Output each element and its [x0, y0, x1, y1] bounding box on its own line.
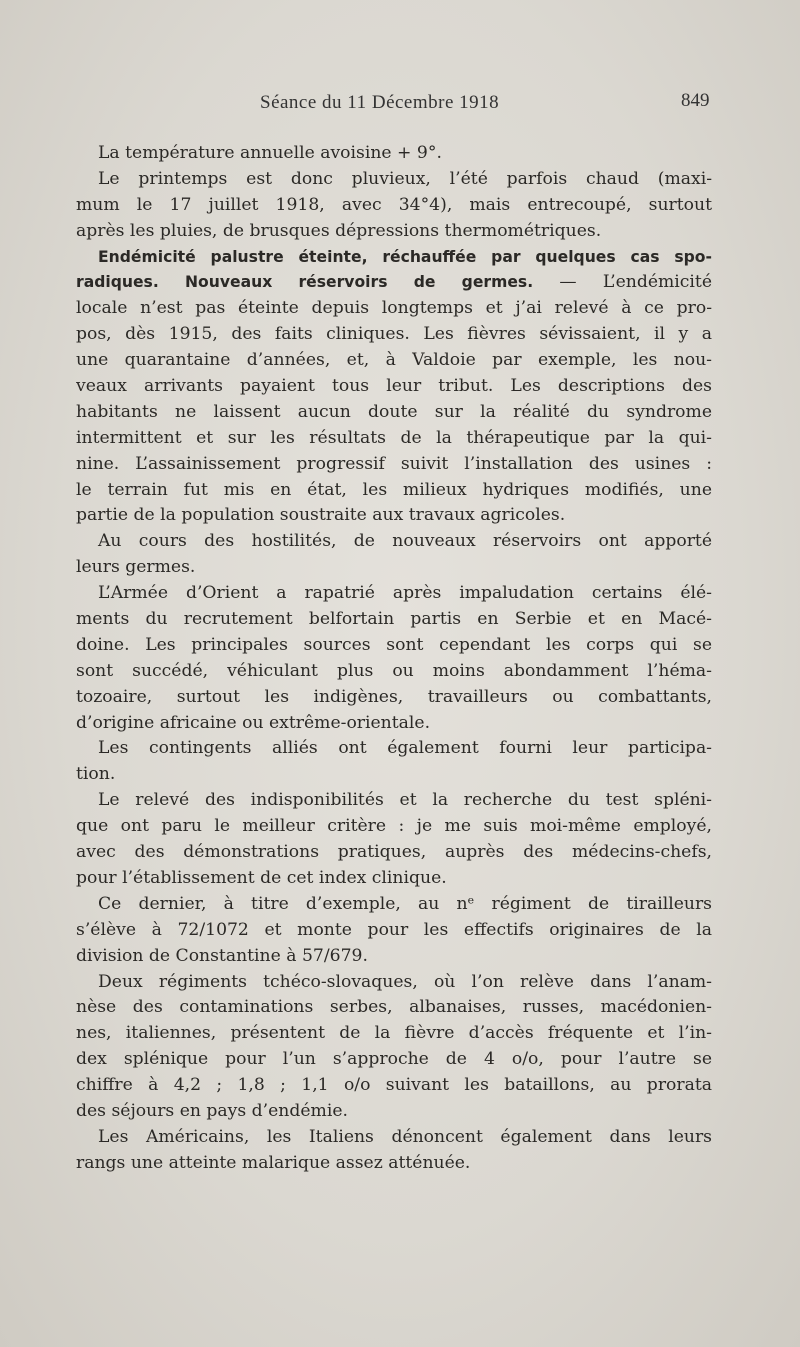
line-text: nes, italiennes, présentent de la fièvre d’accès fréquente et l’in- — [76, 1023, 712, 1044]
line-text: avec des démonstrations pratiques, auprès des médecins-chefs, — [76, 842, 712, 863]
running-title: Séance du 11 Décembre 1918 — [260, 92, 500, 113]
line-text: Le relevé des indisponibilités et la recherche du test spléni- — [98, 790, 712, 811]
text-line — [76, 944, 712, 970]
text-line — [76, 866, 712, 892]
page-number: 849 — [681, 90, 710, 111]
line-text: des séjours en pays d’endémie. — [76, 1100, 348, 1121]
line-text: intermittent et sur les résultats de la thérapeutique par la qui- — [76, 427, 712, 448]
body-text — [76, 141, 712, 1177]
text-line — [76, 193, 712, 219]
text-line — [76, 788, 712, 814]
text-line — [76, 1021, 712, 1047]
line-text: doine. Les principales sources sont cependant les corps qui se — [76, 634, 712, 655]
text-line — [76, 1151, 712, 1177]
line-text: nèse des contaminations serbes, albanaises, russes, macédonien- — [76, 997, 712, 1018]
text-line — [76, 219, 712, 245]
text-line — [76, 840, 712, 866]
text-line — [76, 1099, 712, 1125]
text-line — [76, 1125, 712, 1151]
line-text: chiffre à 4,2 ; 1,8 ; 1,1 o/o suivant les bataillons, au prorata — [76, 1075, 712, 1096]
line-text: tion. — [76, 764, 116, 785]
text-line — [76, 736, 712, 762]
text-line — [76, 426, 712, 452]
text-line — [76, 141, 712, 167]
line-text: que ont paru le meilleur critère : je me suis moi-même employé, — [76, 816, 712, 837]
text-line — [76, 1073, 712, 1099]
line-text: division de Constantine à 57/679. — [76, 945, 368, 966]
text-line — [76, 814, 712, 840]
line-text: L’Armée d’Orient a rapatrié après impaludation certains élé- — [98, 583, 712, 604]
line-text: pour l’établissement de cet index clinique. — [76, 867, 447, 888]
line-text: une quarantaine d’années, et, à Valdoie par exemple, les nou- — [76, 350, 712, 371]
text-line — [76, 452, 712, 478]
text-line — [76, 711, 712, 737]
text-line — [76, 503, 712, 529]
bold-heading-text: radiques. Nouveaux réservoirs de germes. — [76, 273, 534, 292]
text-line — [76, 918, 712, 944]
line-text: partie de la population soustraite aux travaux agricoles. — [76, 505, 566, 526]
line-text: — L’endémicité — [533, 272, 712, 293]
line-text: le terrain fut mis en état, les milieux hydriques modifiés, une — [76, 479, 712, 500]
text-line — [76, 348, 712, 374]
line-text: nine. L’assainissement progressif suivit l’installation des usines : — [76, 453, 712, 474]
line-text: Au cours des hostilités, de nouveaux réservoirs ont apporté — [98, 531, 712, 552]
line-text: Les Américains, les Italiens dénoncent également dans leurs — [98, 1126, 712, 1147]
text-line — [76, 659, 712, 685]
text-line — [76, 245, 712, 271]
text-line — [76, 374, 712, 400]
line-text: après les pluies, de brusques dépressions thermométriques. — [76, 220, 602, 241]
line-text: s’élève à 72/1072 et monte pour les effectifs originaires de la — [76, 919, 712, 940]
text-line — [76, 1047, 712, 1073]
line-text: ments du recrutement belfortain partis en Serbie et en Macé- — [76, 609, 712, 630]
line-text: pos, dès 1915, des faits cliniques. Les fièvres sévissaient, il y a — [76, 324, 712, 345]
text-line — [76, 555, 712, 581]
line-text: leurs germes. — [76, 557, 196, 578]
line-text: Les contingents alliés ont également fourni leur participa- — [98, 738, 712, 759]
line-text: rangs une atteinte malarique assez atténuée. — [76, 1152, 471, 1173]
text-line — [76, 762, 712, 788]
line-text: mum le 17 juillet 1918, avec 34°4), mais entrecoupé, surtout — [76, 194, 712, 215]
line-text: tozoaire, surtout les indigènes, travailleurs ou combattants, — [76, 686, 712, 707]
line-text: veaux arrivants payaient tous leur tribut. Les descriptions des — [76, 376, 712, 397]
text-line — [76, 270, 712, 296]
text-line — [76, 685, 712, 711]
line-text: d’origine africaine ou extrême-orientale. — [76, 712, 431, 733]
text-line — [76, 400, 712, 426]
line-text: sont succédé, véhiculant plus ou moins abondamment l’héma- — [76, 660, 712, 681]
line-text: Ce dernier, à titre d’exemple, au nᵉ régiment de tirailleurs — [98, 893, 712, 914]
text-line — [76, 892, 712, 918]
text-line — [76, 995, 712, 1021]
bold-heading-text: Endémicité palustre éteinte, réchauffée par quelques cas spo- — [98, 247, 712, 266]
line-text: Le printemps est donc pluvieux, l’été parfois chaud (maxi- — [98, 168, 712, 189]
line-text: habitants ne laissent aucun doute sur la réalité du syndrome — [76, 401, 712, 422]
text-line — [76, 633, 712, 659]
text-line — [76, 607, 712, 633]
line-text: Deux régiments tchéco-slovaques, où l’on relève dans l’anam- — [98, 971, 712, 992]
text-line — [76, 529, 712, 555]
line-text: dex splénique pour l’un s’approche de 4 o/o, pour l’autre se — [76, 1049, 712, 1070]
text-line — [76, 478, 712, 504]
line-text: locale n’est pas éteinte depuis longtemps et j’ai relevé à ce pro- — [76, 298, 712, 319]
text-line — [76, 970, 712, 996]
text-line — [76, 322, 712, 348]
text-line — [76, 167, 712, 193]
text-line — [76, 581, 712, 607]
text-line — [76, 296, 712, 322]
line-text: La température annuelle avoisine + 9°. — [98, 143, 442, 163]
